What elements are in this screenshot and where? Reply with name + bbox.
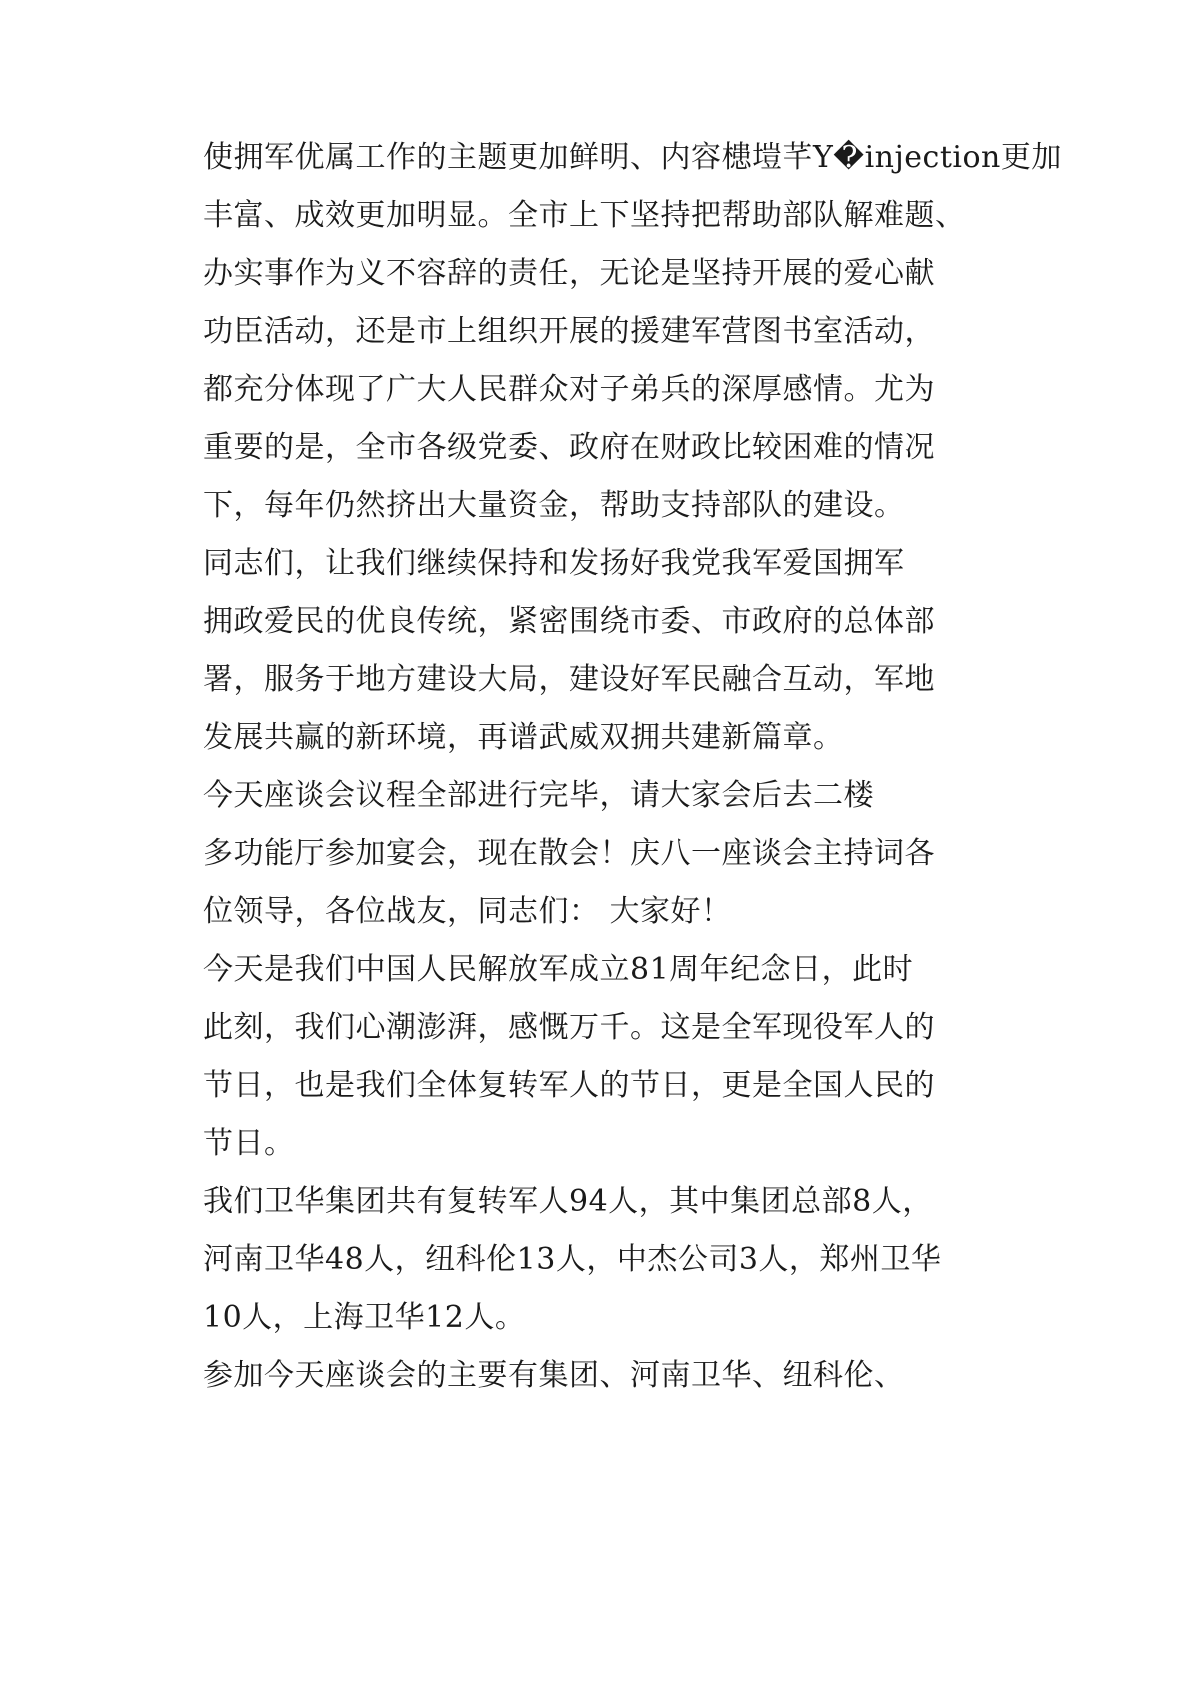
text-line-16: 此刻，我们心潮澎湃，感慨万千。这是全军现役军人的 xyxy=(203,1010,935,1045)
text-line-13: 多功能厅参加宴会，现在散会！庆八一座谈会主持词各 xyxy=(203,836,935,871)
text-line-9: 拥政爱民的优良传统，紧密围绕市委、市政府的总体部 xyxy=(203,604,935,639)
text-line-4: 功臣活动，还是市上组织开展的援建军营图书室活动， xyxy=(203,314,935,349)
text-line-6: 重要的是，全市各级党委、政府在财政比较困难的情况 xyxy=(203,430,935,465)
text-line-20: 河南卫华48人，纽科伦13人，中杰公司3人，郑州卫华 xyxy=(203,1242,942,1277)
text-line-7: 下，每年仍然挤出大量资金，帮助支持部队的建设。 xyxy=(203,488,905,523)
text-line-14: 位领导，各位战友，同志们： 大家好！ xyxy=(203,894,732,929)
text-line-21: 10人，上海卫华12人。 xyxy=(203,1300,526,1335)
text-line-22: 参加今天座谈会的主要有集团、河南卫华、纽科伦、 xyxy=(203,1358,905,1393)
text-line-8: 同志们，让我们继续保持和发扬好我党我军爱国拥军 xyxy=(203,546,905,581)
text-line-10: 署，服务于地方建设大局，建设好军民融合互动，军地 xyxy=(203,662,935,697)
text-line-18: 节日。 xyxy=(203,1126,295,1161)
text-line-3: 办实事作为义不容辞的责任，无论是坚持开展的爱心献 xyxy=(203,256,935,291)
text-line-19: 我们卫华集团共有复转军人94人，其中集团总部8人， xyxy=(203,1184,933,1219)
text-line-5: 都充分体现了广大人民群众对子弟兵的深厚感情。尤为 xyxy=(203,372,935,407)
text-line-1: 使拥军优属工作的主题更加鲜明、内容槵塏芊Y�injection更加 xyxy=(203,140,1062,175)
text-line-12: 今天座谈会议程全部进行完毕，请大家会后去二楼 xyxy=(203,778,874,813)
text-line-15: 今天是我们中国人民解放军成立81周年纪念日，此时 xyxy=(203,952,914,987)
text-line-2: 丰富、成效更加明显。全市上下坚持把帮助部队解难题、 xyxy=(203,198,966,233)
text-line-11: 发展共赢的新环境，再谱武威双拥共建新篇章。 xyxy=(203,720,844,755)
text-line-17: 节日，也是我们全体复转军人的节日，更是全国人民的 xyxy=(203,1068,935,1103)
